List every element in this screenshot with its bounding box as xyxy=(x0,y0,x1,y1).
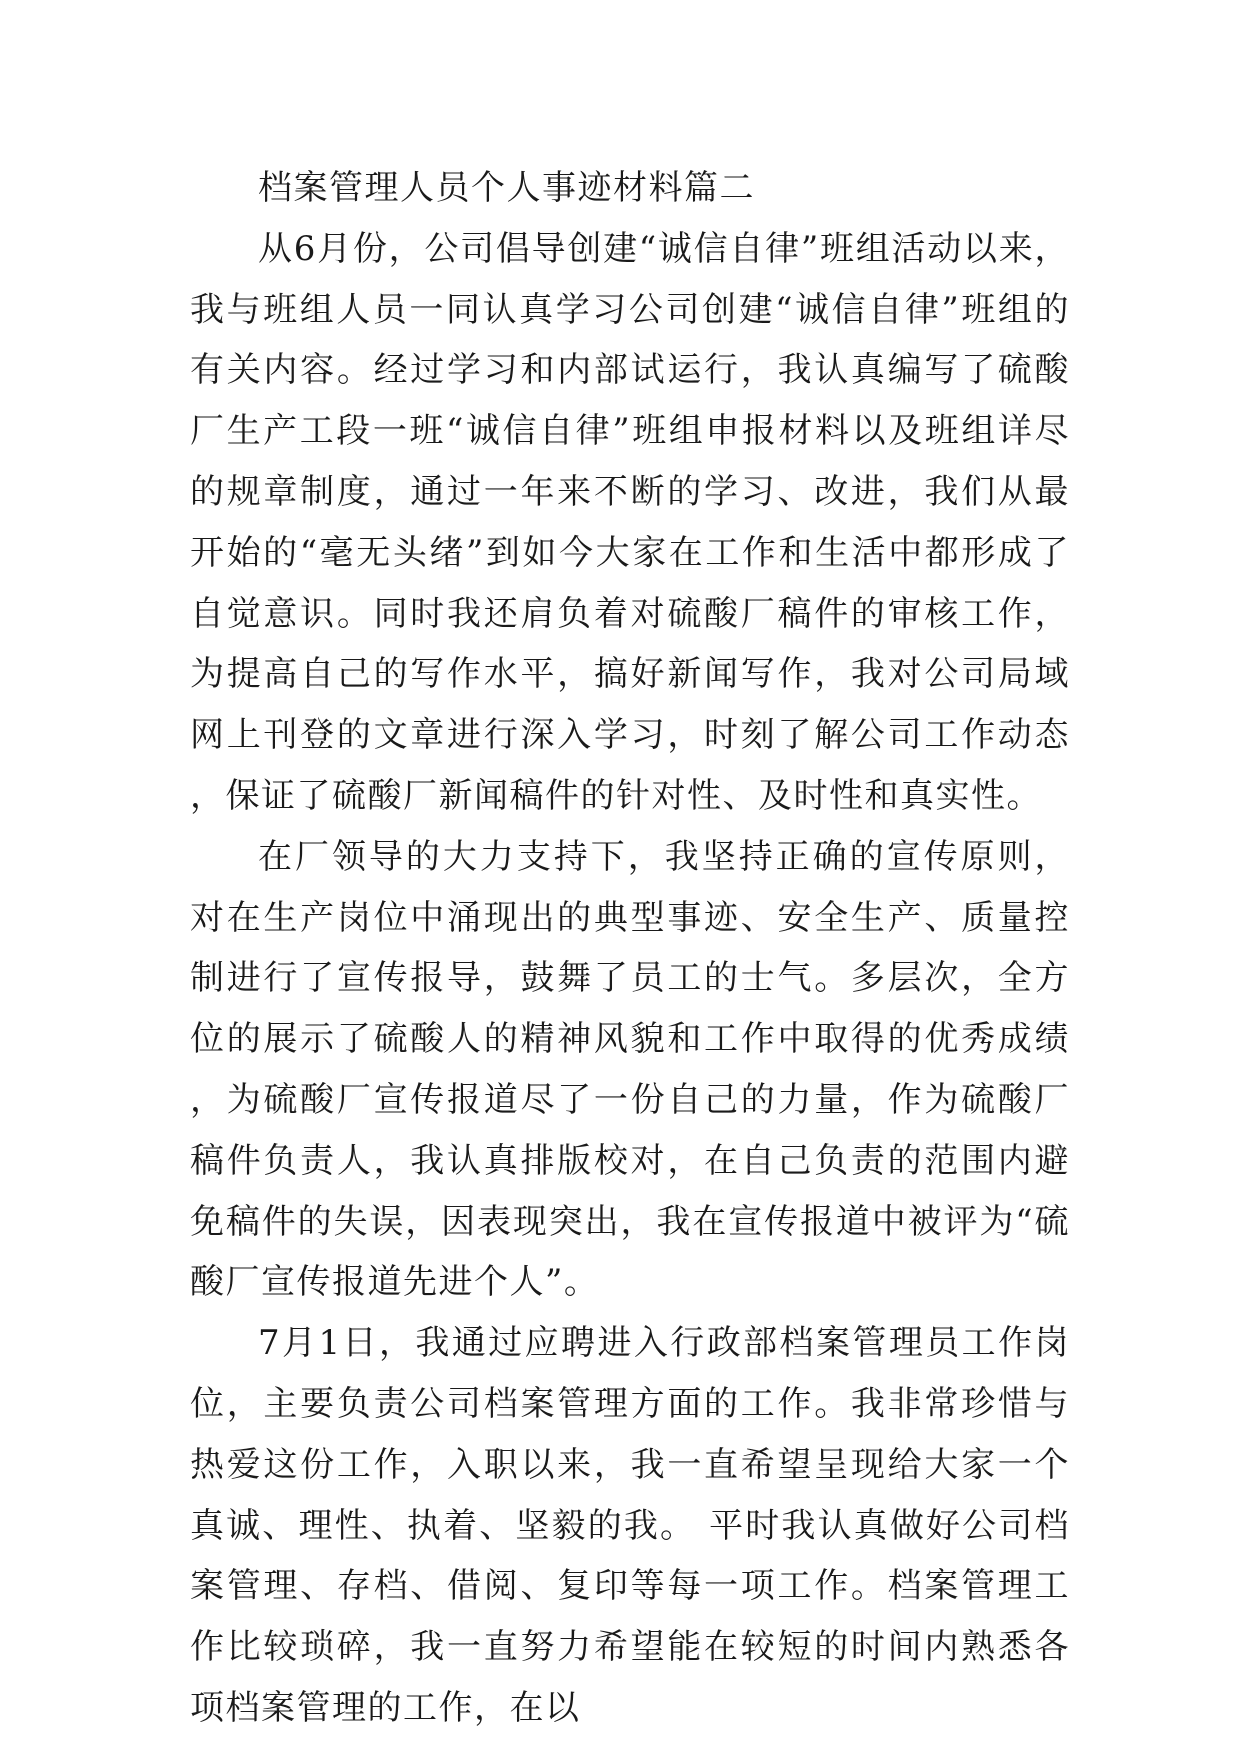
paragraph: 7月1日，我通过应聘进入行政部档案管理员工作岗位，主要负责公司档案管理方面的工作。我非常珍惜与热爱这份工作，入职以来，我一直希望呈现给大家一个真诚、理性、执着、坚毅的我。 平时我认真做好公司档案管理、存档、借阅、复印等每一项工作。档案管理工作比较琐碎，我一直努力希望能在较短的时间内熟悉各项档案管理的工作，在以 xyxy=(190,1323,1070,1728)
paragraph: 在厂领导的大力支持下，我坚持正确的宣传原则，对在生产岗位中涌现出的典型事迹、安全生产、质量控制进行了宣传报导，鼓舞了员工的士气。多层次，全方位的展示了硫酸人的精神风貌和工作中取得的优秀成绩，为硫酸厂宣传报道尽了一份自己的力量，作为硫酸厂稿件负责人，我认真排版校对，在自己负责的范围内避免稿件的失误，因表现突出，我在宣传报道中被评为“硫酸厂宣传报道先进个人”。 xyxy=(190,836,1070,1303)
document-title: 档案管理人员个人事迹材料篇二 xyxy=(258,168,755,208)
paragraph: 从6月份，公司倡导创建“诚信自律”班组活动以来，我与班组人员一同认真学习公司创建“诚信自律”班组的有关内容。经过学习和内部试运行，我认真编写了硫酸厂生产工段一班“诚信自律”班组申报材料以及班组详尽的规章制度，通过一年来不断的学习、改进，我们从最开始的“毫无头绪”到如今大家在工作和生活中都形成了自觉意识。同时我还肩负着对硫酸厂稿件的审核工作，为提高自己的写作水平，搞好新闻写作，我对公司局域网上刊登的文章进行深入学习，时刻了解公司工作动态，保证了硫酸厂新闻稿件的针对性、及时性和真实性。 xyxy=(190,228,1070,816)
document-body xyxy=(190,158,1070,1739)
